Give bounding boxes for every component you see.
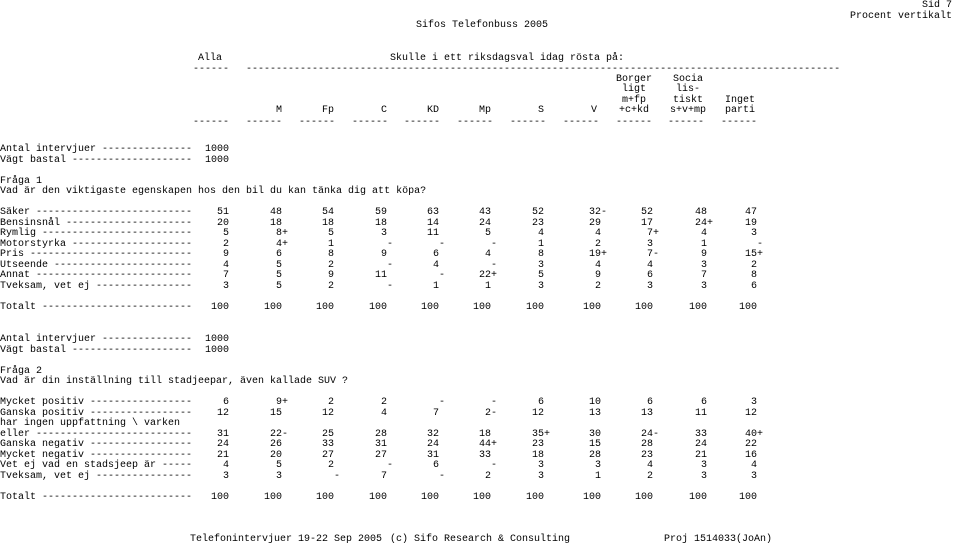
cell-value: 3 — [701, 470, 708, 482]
cell-value: 20 — [270, 449, 283, 461]
question-number: Fråga 2 — [0, 365, 43, 377]
banner-dash-span: --------------------------------------------------------------------------------------------------- — [246, 64, 841, 75]
cell-value: 3 — [538, 259, 545, 271]
cell-value: 27 — [375, 449, 388, 461]
cell-value: 2 — [328, 460, 335, 471]
cell-value: 3 — [751, 228, 758, 239]
column-underline: ------ — [404, 117, 441, 128]
cell-value: 18 — [375, 217, 388, 229]
total-value: 100 — [689, 301, 708, 313]
cell-value: 24 — [695, 439, 708, 450]
cell-value: 7 — [433, 407, 440, 419]
cell-value: 8 — [328, 249, 335, 260]
question-text: Vad är din inställning till stadjeepar, även kallade SUV ? — [0, 376, 349, 387]
total-label: Totalt ------------------------- — [0, 301, 193, 313]
cell-value: 4 — [538, 228, 545, 239]
interviews-value: 1000 — [204, 334, 229, 345]
footer-interview-dates: Telefonintervjuer 19-22 Sep 2005 — [190, 534, 383, 545]
row-label: Utseende ----------------------- — [0, 259, 193, 271]
cell-value: 12 — [745, 407, 758, 419]
cell-value: 8 — [538, 249, 545, 260]
cell-value: 3 — [701, 259, 708, 271]
total-value: 100 — [739, 301, 758, 313]
total-label: Totalt ------------------------- — [0, 491, 193, 503]
report-title: Sifos Telefonbuss 2005 — [416, 20, 549, 31]
cell-value: 5 — [223, 228, 230, 239]
total-value: 100 — [473, 491, 492, 503]
cell-value: 22 — [745, 439, 758, 450]
cell-value: 24- — [641, 428, 660, 440]
cell-value: 1 — [328, 238, 335, 250]
cell-value: 4 — [433, 259, 440, 271]
cell-value: 25 — [322, 428, 335, 440]
row-label: Tveksam, vet ej ---------------- — [0, 280, 193, 292]
cell-value: 23 — [532, 217, 545, 229]
weighted-value: 1000 — [204, 154, 229, 166]
cell-value: 1 — [485, 280, 492, 292]
cell-value: 52 — [641, 207, 654, 218]
cell-value: 5 — [538, 270, 545, 281]
cell-value: 2 — [328, 259, 335, 271]
cell-value: 18 — [270, 217, 283, 229]
cell-value: - — [439, 397, 446, 408]
banner-question: Skulle i ett riksdagsval idag rösta på: — [390, 53, 625, 64]
weighted-value: 1000 — [204, 344, 229, 356]
cell-value: 33 — [479, 449, 492, 461]
cell-value: 32- — [589, 207, 608, 218]
row-label: Pris --------------------------- — [0, 249, 193, 260]
cell-value: 4 — [751, 460, 758, 471]
cell-value: 6 — [538, 397, 545, 408]
question-number: Fråga 1 — [0, 175, 43, 187]
cell-value: 6 — [433, 460, 440, 471]
cell-value: 9+ — [276, 397, 289, 408]
cell-value: 24 — [427, 439, 440, 450]
cell-value: 4 — [223, 259, 230, 271]
cell-value: 9 — [595, 270, 602, 281]
cell-value: 2 — [647, 470, 654, 482]
cell-value: 3 — [647, 238, 654, 250]
cell-value: 4 — [647, 259, 654, 271]
cell-value: 2 — [751, 259, 758, 271]
column-underline: ------ — [299, 117, 336, 128]
row-label: Ganska negativ ----------------- — [0, 439, 193, 450]
cell-value: 15 — [270, 407, 283, 419]
page-number: Sid 7 — [921, 0, 952, 11]
column-header: Inget parti — [724, 94, 755, 116]
cell-value: 48 — [270, 207, 283, 218]
cell-value: 2 — [595, 238, 602, 250]
row-label: Annat -------------------------- — [0, 270, 193, 281]
cell-value: 20 — [217, 217, 230, 229]
total-value: 100 — [211, 491, 230, 503]
cell-value: 3 — [276, 470, 283, 482]
cell-value: 2 — [381, 397, 388, 408]
row-label: Bensinsnål --------------------- — [0, 217, 193, 229]
cell-value: - — [491, 397, 498, 408]
footer-project: Proj 1514033(JoAn) — [664, 534, 773, 545]
cell-value: 1 — [595, 470, 602, 482]
cell-value: 1 — [538, 238, 545, 250]
cell-value: 7 — [223, 270, 230, 281]
column-header: Fp — [321, 105, 334, 116]
total-value: 100 — [689, 491, 708, 503]
column-underline: ------ — [510, 117, 547, 128]
total-value: 100 — [316, 491, 335, 503]
cell-value: 3 — [701, 460, 708, 471]
cell-value: 2 — [485, 470, 492, 482]
total-value: 100 — [264, 301, 283, 313]
cell-value: 2 — [595, 280, 602, 292]
cell-value: 4 — [595, 228, 602, 239]
column-header: Borger ligt m+fp +c+kd — [615, 73, 652, 116]
cell-value: 44+ — [479, 439, 498, 450]
cell-value: 52 — [532, 207, 545, 218]
interviews-label: Antal intervjuer --------------- — [0, 334, 193, 345]
cell-value: 4 — [595, 259, 602, 271]
row-label: Rymlig ------------------------- — [0, 228, 193, 239]
cell-value: - — [757, 238, 764, 250]
cell-value: 4 — [647, 460, 654, 471]
row-label: Ganska positiv ----------------- — [0, 407, 193, 419]
cell-value: 3 — [595, 460, 602, 471]
column-header: Mp — [478, 105, 491, 116]
total-value: 100 — [635, 491, 654, 503]
cell-value: 6 — [276, 249, 283, 260]
cell-value: 3 — [751, 470, 758, 482]
column-header: V — [590, 105, 597, 116]
column-header: Socia lis- tiskt s+v+mp — [669, 73, 706, 116]
cell-value: 1 — [701, 238, 708, 250]
cell-value: 5 — [276, 270, 283, 281]
column-underline: ------ — [721, 117, 758, 128]
cell-value: 6 — [223, 397, 230, 408]
cell-value: 7 — [701, 270, 708, 281]
column-header: C — [380, 105, 387, 116]
cell-value: 4 — [701, 228, 708, 239]
cell-value: 31 — [217, 428, 230, 440]
total-value: 100 — [369, 301, 388, 313]
interviews-value: 1000 — [204, 144, 229, 155]
cell-value: - — [387, 460, 394, 471]
cell-value: 4 — [485, 249, 492, 260]
interviews-label: Antal intervjuer --------------- — [0, 144, 193, 155]
column-underline: ------ — [457, 117, 494, 128]
cell-value: 40+ — [745, 428, 764, 440]
cell-value: 21 — [695, 449, 708, 461]
total-value: 100 — [264, 491, 283, 503]
cell-value: 28 — [375, 428, 388, 440]
cell-value: 35+ — [532, 428, 551, 440]
column-header: S — [537, 105, 544, 116]
cell-value: - — [439, 238, 446, 250]
cell-value: 12 — [532, 407, 545, 419]
cell-value: 6 — [701, 397, 708, 408]
banner-alla: Alla — [198, 53, 223, 64]
cell-value: 6 — [647, 270, 654, 281]
cell-value: - — [439, 270, 446, 281]
cell-value: 15 — [589, 439, 602, 450]
weighted-label: Vägt bastal -------------------- — [0, 344, 193, 356]
cell-value: 3 — [223, 280, 230, 292]
cell-value: 4+ — [276, 238, 289, 250]
row-label: Tveksam, vet ej ---------------- — [0, 470, 193, 482]
cell-value: 4 — [381, 407, 388, 419]
cell-value: 47 — [745, 207, 758, 218]
cell-value: 3 — [538, 470, 545, 482]
banner-dash-alla: ------ — [193, 64, 230, 75]
cell-value: 24 — [479, 217, 492, 229]
cell-value: 54 — [322, 207, 335, 218]
cell-value: 2 — [328, 280, 335, 292]
cell-value: 28 — [641, 439, 654, 450]
cell-value: 8 — [751, 270, 758, 281]
cell-value: 33 — [322, 439, 335, 450]
cell-value: 6 — [751, 280, 758, 292]
weighted-label: Vägt bastal -------------------- — [0, 154, 193, 166]
cell-value: - — [491, 259, 498, 271]
cell-value: 14 — [427, 217, 440, 229]
cell-value: 3 — [538, 460, 545, 471]
total-value: 100 — [526, 491, 545, 503]
cell-value: 28 — [589, 449, 602, 461]
row-label: har ingen uppfattning \ varken — [0, 418, 181, 429]
cell-value: 9 — [223, 249, 230, 260]
cell-value: 19 — [745, 217, 758, 229]
cell-value: - — [439, 470, 446, 482]
cell-value: 5 — [328, 228, 335, 239]
cell-value: 5 — [485, 228, 492, 239]
column-underline: ------ — [352, 117, 389, 128]
total-value: 100 — [421, 491, 440, 503]
cell-value: 8+ — [276, 228, 289, 239]
footer-copyright: (c) Sifo Research & Consulting — [390, 534, 571, 545]
cell-value: 18 — [322, 217, 335, 229]
cell-value: 21 — [217, 449, 230, 461]
cell-value: 33 — [695, 428, 708, 440]
total-value: 100 — [211, 301, 230, 313]
cell-value: 3 — [701, 280, 708, 292]
cell-value: 9 — [381, 249, 388, 260]
percent-note: Procent vertikalt — [849, 11, 952, 22]
cell-value: 3 — [223, 470, 230, 482]
cell-value: 15+ — [745, 249, 764, 260]
cell-value: 48 — [695, 207, 708, 218]
total-value: 100 — [369, 491, 388, 503]
cell-value: 23 — [532, 439, 545, 450]
column-underline: ------ — [668, 117, 705, 128]
cell-value: 13 — [641, 407, 654, 419]
cell-value: 9 — [701, 249, 708, 260]
total-value: 100 — [421, 301, 440, 313]
cell-value: 10 — [589, 397, 602, 408]
cell-value: - — [334, 470, 341, 482]
cell-value: 22- — [270, 428, 289, 440]
cell-value: 19+ — [589, 249, 608, 260]
cell-value: 24 — [217, 439, 230, 450]
question-text: Vad är den viktigaste egenskapen hos den bil du kan tänka dig att köpa? — [0, 186, 427, 197]
column-header: KD — [426, 105, 439, 116]
cell-value: 3 — [647, 280, 654, 292]
total-value: 100 — [316, 301, 335, 313]
cell-value: 7+ — [647, 228, 660, 239]
cell-value: 18 — [532, 449, 545, 461]
cell-value: 30 — [589, 428, 602, 440]
total-value: 100 — [635, 301, 654, 313]
cell-value: 11 — [427, 228, 440, 239]
cell-value: 31 — [375, 439, 388, 450]
total-value: 100 — [526, 301, 545, 313]
row-label: Motorstyrka -------------------- — [0, 238, 193, 250]
cell-value: 22+ — [479, 270, 498, 281]
cell-value: 16 — [745, 449, 758, 461]
cell-value: 12 — [217, 407, 230, 419]
cell-value: 51 — [217, 207, 230, 218]
total-value: 100 — [473, 301, 492, 313]
cell-value: 32 — [427, 428, 440, 440]
cell-value: 3 — [381, 228, 388, 239]
row-label: Mycket negativ ----------------- — [0, 449, 193, 461]
cell-value: 31 — [427, 449, 440, 461]
cell-value: 3 — [538, 280, 545, 292]
cell-value: 18 — [479, 428, 492, 440]
cell-value: 7 — [381, 470, 388, 482]
cell-value: 63 — [427, 207, 440, 218]
cell-value: 2 — [328, 397, 335, 408]
row-label: eller -------------------------- — [0, 428, 193, 440]
column-underline: ------ — [563, 117, 600, 128]
cell-value: 5 — [276, 259, 283, 271]
cell-value: 12 — [322, 407, 335, 419]
cell-value: 43 — [479, 207, 492, 218]
cell-value: - — [387, 280, 394, 292]
cell-value: - — [491, 460, 498, 471]
cell-value: - — [387, 238, 394, 250]
cell-value: 29 — [589, 217, 602, 229]
cell-value: 4 — [223, 460, 230, 471]
column-underline: ------ — [616, 117, 653, 128]
cell-value: 23 — [641, 449, 654, 461]
cell-value: 2 — [223, 238, 230, 250]
total-value: 100 — [583, 491, 602, 503]
cell-value: 6 — [647, 397, 654, 408]
cell-value: 2- — [485, 407, 498, 419]
column-underline: ------ — [193, 117, 230, 128]
cell-value: 11 — [695, 407, 708, 419]
cell-value: 59 — [375, 207, 388, 218]
cell-value: 24+ — [695, 217, 714, 229]
row-label: Säker -------------------------- — [0, 207, 193, 218]
cell-value: 5 — [276, 280, 283, 292]
cell-value: 6 — [433, 249, 440, 260]
cell-value: - — [387, 259, 394, 271]
column-header: M — [275, 105, 282, 116]
cell-value: 11 — [375, 270, 388, 281]
row-label: Mycket positiv ----------------- — [0, 397, 193, 408]
row-label: Vet ej vad en stadsjeep är ----- — [0, 460, 193, 471]
cell-value: 26 — [270, 439, 283, 450]
total-value: 100 — [739, 491, 758, 503]
total-value: 100 — [583, 301, 602, 313]
cell-value: 13 — [589, 407, 602, 419]
cell-value: 1 — [433, 280, 440, 292]
cell-value: - — [491, 238, 498, 250]
cell-value: 5 — [276, 460, 283, 471]
cell-value: 7- — [647, 249, 660, 260]
cell-value: 9 — [328, 270, 335, 281]
cell-value: 27 — [322, 449, 335, 461]
column-underline: ------ — [246, 117, 283, 128]
cell-value: 3 — [751, 397, 758, 408]
cell-value: 17 — [641, 217, 654, 229]
